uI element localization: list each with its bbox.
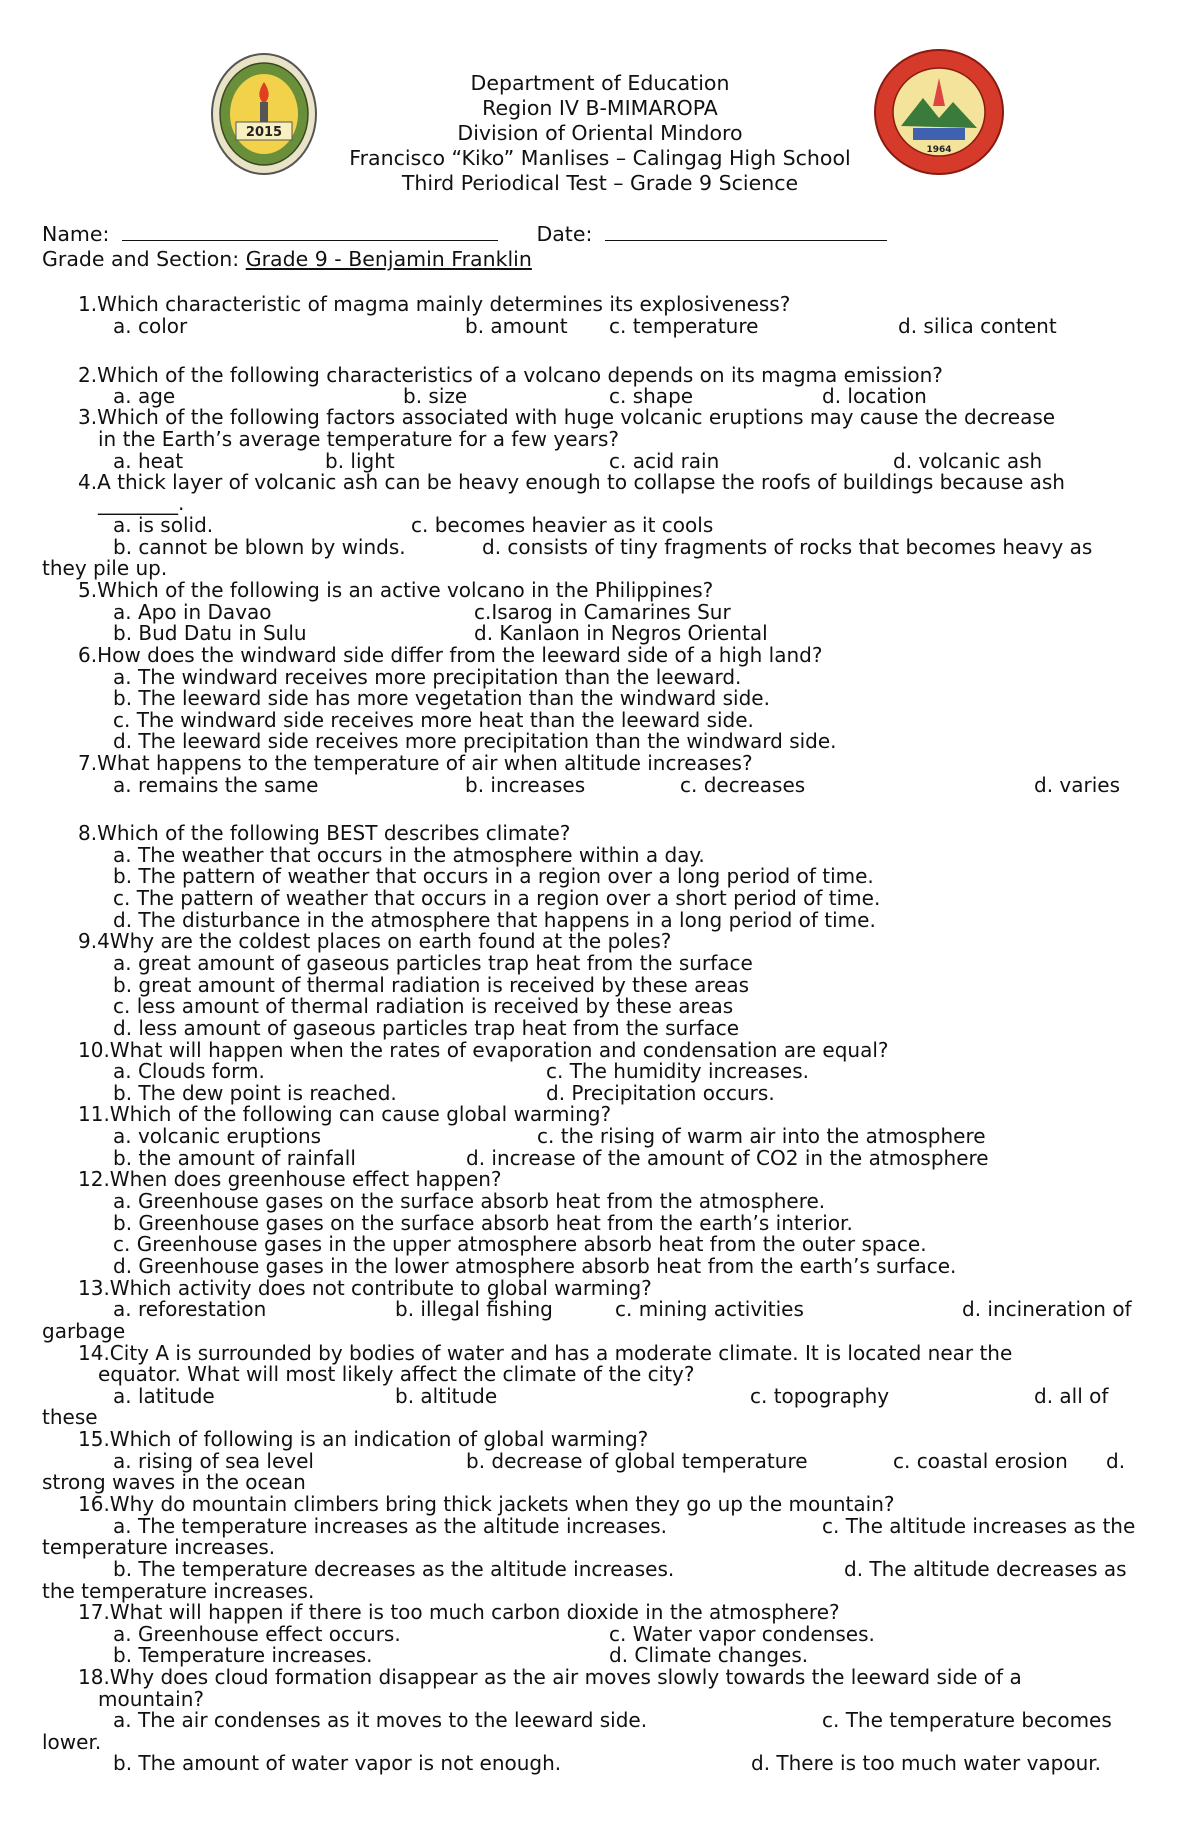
answer-option: c. topography bbox=[750, 1384, 890, 1408]
answer-option: b. increases bbox=[465, 773, 586, 797]
answer-option: c. mining activities bbox=[615, 1297, 804, 1321]
answer-option: c. The windward side receives more heat than the leeward side. bbox=[113, 708, 754, 732]
question-text: 4.A thick layer of volcanic ash can be heavy enough to collapse the roofs of buildings because ash bbox=[78, 470, 1065, 494]
answer-blank: ________. bbox=[98, 491, 185, 515]
answer-option: b. Greenhouse gases on the surface absorb heat from the earth’s interior. bbox=[113, 1211, 853, 1235]
answer-option: b. altitude bbox=[395, 1384, 498, 1408]
answer-option: a. Apo in Davao bbox=[113, 600, 272, 624]
answer-option: a. Greenhouse effect occurs. bbox=[113, 1622, 401, 1646]
question-text: 2.Which of the following characteristics of a volcano depends on its magma emission? bbox=[78, 363, 943, 387]
answer-option: b. amount bbox=[465, 314, 568, 338]
answer-option: a. reforestation bbox=[113, 1297, 267, 1321]
question-text: 7.What happens to the temperature of air when altitude increases? bbox=[78, 751, 753, 775]
date-label: Date: bbox=[536, 222, 593, 246]
division-seal-year: 1964 bbox=[926, 145, 952, 155]
date-field[interactable] bbox=[605, 222, 887, 241]
answer-option: d. volcanic ash bbox=[893, 449, 1043, 473]
answer-option: d. bbox=[1106, 1449, 1126, 1473]
answer-option: a. great amount of gaseous particles trap heat from the surface bbox=[113, 951, 753, 975]
header-department: Department of Education bbox=[470, 71, 730, 95]
answer-option: b. Temperature increases. bbox=[113, 1643, 373, 1667]
answer-option: d. There is too much water vapour. bbox=[751, 1751, 1102, 1775]
answer-option-cont: garbage bbox=[42, 1319, 126, 1343]
answer-option: b. cannot be blown by winds. bbox=[113, 535, 406, 559]
answer-option: b. Bud Datu in Sulu bbox=[113, 621, 307, 645]
answer-option: d. location bbox=[822, 384, 927, 408]
answer-option: a. heat bbox=[113, 449, 184, 473]
answer-option: a. color bbox=[113, 314, 188, 338]
question-text: 17.What will happen if there is too much carbon dioxide in the atmosphere? bbox=[78, 1600, 840, 1624]
grade-section-label: Grade and Section: bbox=[42, 247, 240, 271]
answer-option: b. The temperature decreases as the altitude increases. bbox=[113, 1557, 675, 1581]
name-label: Name: bbox=[42, 222, 110, 246]
answer-option: d. Precipitation occurs. bbox=[546, 1081, 775, 1105]
answer-option: b. light bbox=[325, 449, 395, 473]
question-text: 13.Which activity does not contribute to global warming? bbox=[78, 1276, 652, 1300]
question-text: 6.How does the windward side differ from the leeward side of a high land? bbox=[78, 643, 823, 667]
answer-option: b. decrease of global temperature bbox=[466, 1449, 808, 1473]
answer-option: a. remains the same bbox=[113, 773, 319, 797]
answer-option: d. Greenhouse gases in the lower atmosphere absorb heat from the earth’s surface. bbox=[113, 1254, 957, 1278]
answer-option: d. The disturbance in the atmosphere that happens in a long period of time. bbox=[113, 908, 876, 932]
answer-option: b. The leeward side has more vegetation than the windward side. bbox=[113, 686, 770, 710]
answer-option: b. illegal fishing bbox=[395, 1297, 553, 1321]
answer-option: d. varies bbox=[1034, 773, 1121, 797]
answer-option: a. The weather that occurs in the atmosphere within a day. bbox=[113, 843, 705, 867]
answer-option: d. consists of tiny fragments of rocks that becomes heavy as bbox=[482, 535, 1093, 559]
answer-option: c. The temperature becomes bbox=[822, 1708, 1112, 1732]
document-header bbox=[300, 71, 900, 196]
grade-section-value: Grade 9 - Benjamin Franklin bbox=[245, 247, 532, 271]
header-region: Region IV B-MIMAROPA bbox=[482, 96, 718, 120]
question-text: 16.Why do mountain climbers bring thick jackets when they go up the mountain? bbox=[78, 1492, 895, 1516]
answer-option: a. is solid. bbox=[113, 513, 214, 537]
question-text: 15.Which of following is an indication of global warming? bbox=[78, 1427, 649, 1451]
question-text: 18.Why does cloud formation disappear as the air moves slowly towards the leeward side of a bbox=[78, 1665, 1022, 1689]
question-text-cont: equator. What will most likely affect the climate of the city? bbox=[98, 1362, 695, 1386]
header-school: Francisco “Kiko” Manlises – Calingag High School bbox=[349, 146, 851, 170]
answer-option: b. The dew point is reached. bbox=[113, 1081, 397, 1105]
answer-option: c. The humidity increases. bbox=[546, 1059, 810, 1083]
answer-option: a. age bbox=[113, 384, 176, 408]
answer-option: a. The temperature increases as the altitude increases. bbox=[113, 1514, 668, 1538]
answer-option: c. acid rain bbox=[609, 449, 720, 473]
answer-option: c. coastal erosion bbox=[893, 1449, 1068, 1473]
answer-option: c. decreases bbox=[680, 773, 806, 797]
question-text: 12.When does greenhouse effect happen? bbox=[78, 1167, 502, 1191]
answer-option: a. Greenhouse gases on the surface absorb heat from the atmosphere. bbox=[113, 1189, 826, 1213]
answer-option-cont: these bbox=[42, 1405, 98, 1429]
question-text: 14.City A is surrounded by bodies of water and has a moderate climate. It is located near the bbox=[78, 1341, 1013, 1365]
seal-year: 2015 bbox=[245, 125, 283, 140]
answer-option: a. volcanic eruptions bbox=[113, 1124, 322, 1148]
question-text: 1.Which characteristic of magma mainly determines its explosiveness? bbox=[78, 292, 791, 316]
answer-option: c. The altitude increases as the bbox=[822, 1514, 1136, 1538]
answer-option: d. increase of the amount of CO2 in the atmosphere bbox=[466, 1146, 989, 1170]
answer-option: a. latitude bbox=[113, 1384, 215, 1408]
answer-option: c.Isarog in Camarines Sur bbox=[474, 600, 731, 624]
answer-option: a. The air condenses as it moves to the leeward side. bbox=[113, 1708, 648, 1732]
answer-option: b. the amount of rainfall bbox=[113, 1146, 356, 1170]
answer-option: d. incineration of bbox=[962, 1297, 1132, 1321]
answer-option: c. Greenhouse gases in the upper atmosphere absorb heat from the outer space. bbox=[113, 1232, 927, 1256]
answer-option: c. the rising of warm air into the atmosphere bbox=[537, 1124, 986, 1148]
header-test-title: Third Periodical Test – Grade 9 Science bbox=[401, 171, 799, 195]
question-text-cont: mountain? bbox=[98, 1687, 205, 1711]
question-text: 8.Which of the following BEST describes climate? bbox=[78, 821, 571, 845]
answer-option-cont: they pile up. bbox=[42, 556, 168, 580]
answer-option: d. The altitude decreases as bbox=[844, 1557, 1127, 1581]
answer-option: d. silica content bbox=[898, 314, 1057, 338]
question-text-cont: in the Earth’s average temperature for a few years? bbox=[98, 427, 620, 451]
answer-option: b. The amount of water vapor is not enough. bbox=[113, 1751, 562, 1775]
answer-option: a. The windward receives more precipitation than the leeward. bbox=[113, 665, 742, 689]
answer-option: c. shape bbox=[609, 384, 694, 408]
answer-option-cont: the temperature increases. bbox=[42, 1579, 315, 1603]
answer-option: c. The pattern of weather that occurs in a region over a short period of time. bbox=[113, 886, 881, 910]
answer-option: b. great amount of thermal radiation is received by these areas bbox=[113, 973, 750, 997]
question-text: 10.What will happen when the rates of evaporation and condensation are equal? bbox=[78, 1038, 889, 1062]
answer-option-cont: lower. bbox=[42, 1730, 102, 1754]
question-text: 11.Which of the following can cause global warming? bbox=[78, 1102, 612, 1126]
answer-option: c. becomes heavier as it cools bbox=[411, 513, 714, 537]
answer-option: b. size bbox=[403, 384, 468, 408]
name-date-row bbox=[42, 222, 887, 247]
question-text: 5.Which of the following is an active volcano in the Philippines? bbox=[78, 578, 714, 602]
answer-option: a. rising of sea level bbox=[113, 1449, 314, 1473]
answer-option: c. Water vapor condenses. bbox=[609, 1622, 875, 1646]
question-text: 3.Which of the following factors associated with huge volcanic eruptions may cause the decrease bbox=[78, 405, 1056, 429]
answer-option: b. The pattern of weather that occurs in a region over a long period of time. bbox=[113, 864, 874, 888]
answer-option-cont: strong waves in the ocean bbox=[42, 1470, 306, 1494]
header-division: Division of Oriental Mindoro bbox=[457, 121, 743, 145]
grade-section-row bbox=[42, 247, 532, 272]
answer-option: c. temperature bbox=[609, 314, 759, 338]
answer-option: d. less amount of gaseous particles trap heat from the surface bbox=[113, 1016, 740, 1040]
answer-option: d. Climate changes. bbox=[609, 1643, 809, 1667]
question-text: 9.4Why are the coldest places on earth found at the poles? bbox=[78, 929, 672, 953]
name-field[interactable] bbox=[122, 222, 498, 241]
answer-option: c. less amount of thermal radiation is received by these areas bbox=[113, 994, 734, 1018]
answer-option: d. Kanlaon in Negros Oriental bbox=[474, 621, 768, 645]
answer-option: d. all of bbox=[1034, 1384, 1109, 1408]
answer-option: d. The leeward side receives more precipitation than the windward side. bbox=[113, 729, 837, 753]
answer-option: a. Clouds form. bbox=[113, 1059, 265, 1083]
answer-option-cont: temperature increases. bbox=[42, 1535, 276, 1559]
